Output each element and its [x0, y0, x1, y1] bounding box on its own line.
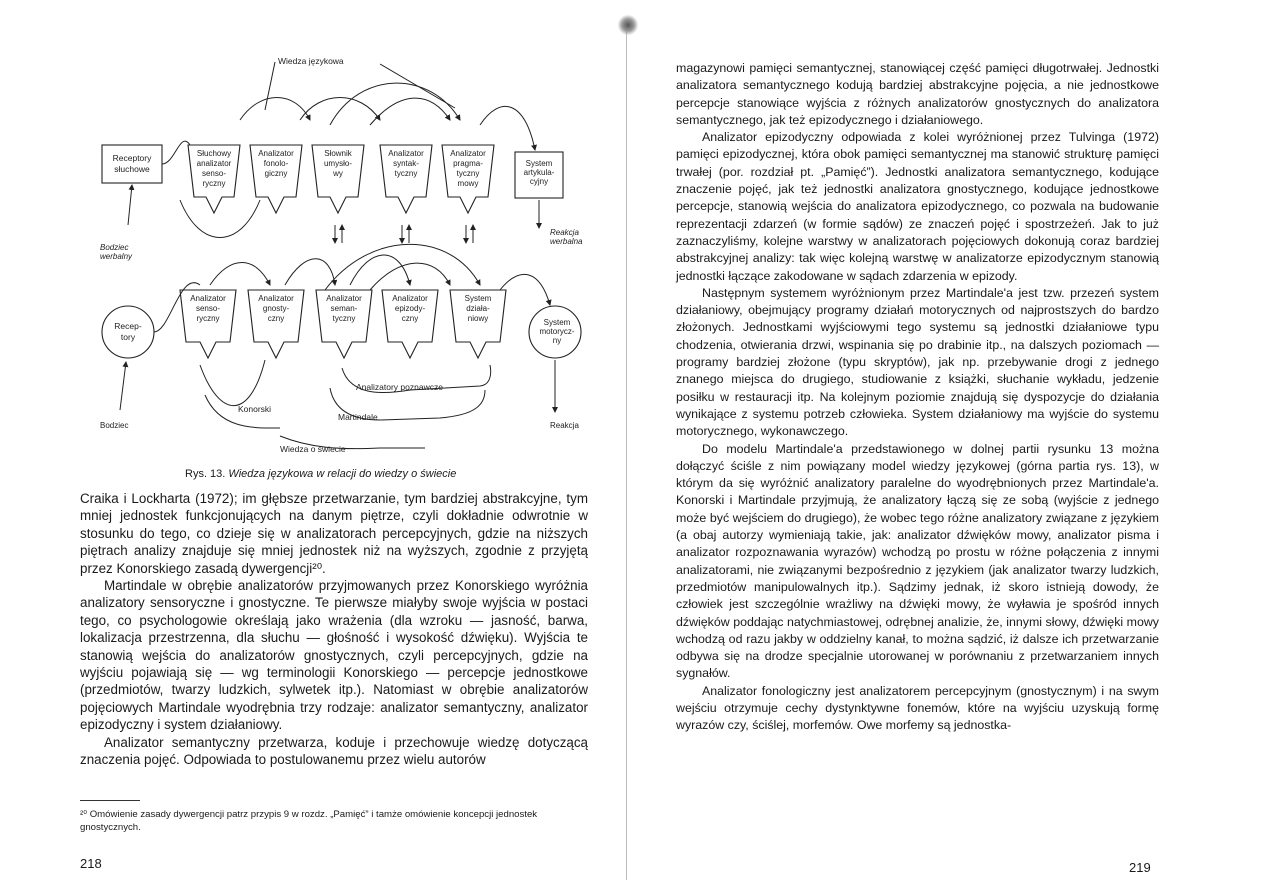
analyzer-label: Analizator senso-ryczny	[190, 294, 226, 323]
stimulus-verbal-label: Bodziec werbalny	[100, 243, 133, 261]
footnote	[80, 808, 585, 834]
page-number-right: 219	[1129, 860, 1151, 875]
right-body-text	[676, 60, 1159, 735]
reaction-label: Reakcja	[550, 421, 579, 430]
label-konorski: Konorski	[238, 404, 272, 414]
receptors-auditory-label: Receptory słuchowe	[112, 153, 152, 174]
label-wiedza-jezykowa: Wiedza językowa	[278, 56, 344, 66]
right-paragraph: Do modelu Martindale'a przedstawionego w dolnej partii rysunku 13 można dołączyć ściśle z nim powiązany model wiedzy językowej (górna partia rys. 13), w którym da się wyróżnić analizatory paralelne do wyodrębnionych przez Martindale'a. Konorski i Martindale przyjmują, że analizatory łączą się ze sobą (wyjście z jednego może być wejściem do drugiego), że wobec tego różne analizatory związane z językiem (a obaj autorzy wymieniają takie, jak: analizator dźwięków mowy, analizator pisma i analizator rozpoznawania wyrazów) wchodzą po prostu w różne połączenia z innymi analizatorami, nie związanymi bezpośrednio z językiem (jak analizator twarzy ludzkich, przedmiotów manipulowalnych itp.). Sądzimy jednak, iż skoro istnieją dowody, że człowiek jest szczególnie wrażliwy na dźwięki mowy, że wyławia je spośród innych dźwięków poddając natychmiastowej, odrębnej analizie, że, innymi słowy, dźwięki mowy wchodzą od razu jakby w oddzielny kanał, to można sądzić, iż dalsze ich przetwarzanie odbywa się na drodze specjalnie utorowanej w porównaniu z przetwarzaniem innych sygnałów.	[676, 441, 1159, 681]
analyzer-label: Analizator pragma-tyczny mowy	[450, 149, 486, 188]
analyzer-label: Słownik umysło-wy	[323, 149, 353, 178]
receptors-label: Recep-tory	[114, 321, 142, 342]
footnote-rule	[80, 800, 140, 801]
left-paragraph: Analizator semantyczny przetwarza, koduje i przechowuje wiedzę dotyczącą znaczenia pojęć. Odpowiada to postulowanemu przez wielu autorów	[80, 734, 588, 768]
motor-system-label: System motorycz-ny	[539, 318, 575, 345]
analyzer-label: Słuchowy analizator senso-ryczny	[196, 149, 232, 188]
analyzer-label: Analizator epizody-czny	[392, 294, 428, 323]
caption-title: Wiedza językowa w relacji do wiedzy o świecie	[228, 468, 457, 480]
stimulus-label: Bodziec	[100, 421, 129, 430]
figure-13-diagram	[80, 50, 600, 460]
page-number-left: 218	[80, 856, 102, 871]
scan-artifact	[618, 14, 638, 36]
right-paragraph: Analizator epizodyczny odpowiada z kolei wyróżnionej przez Tulvinga (1972) pamięci epizodycznej, która obok pamięci semantycznej ma stanowić strukturę pamięci trwałej (por. rozdział pt. „Pamięć”). Jednostki analizatora semantycznego, kodujące znaczenie pojęć, jak też jednostki analizatora gnostycznego, kodujące jednostkowe percepcje, stanowią wejścia do analizatora epizodycznego, co pozwala na budowanie reprezentacji zdarzeń (w formie sądów) ze znaczeń pojęć i spostrzeżeń. Jak to już zaznaczyliśmy, kolejne warstwy w analizatorach pojęciowych dokonują coraz bardziej abstrakcyjnej analizy: tak więc kolejną warstwę w analizatorze epizodycznym stanowią jednostki łączące zakodowane w sądach zdarzenia w epizody.	[676, 130, 1159, 283]
bottom-analyzer-row	[180, 290, 506, 358]
right-paragraph: Następnym systemem wyróżnionym przez Martindale'a jest tzw. przezeń system działaniowy, obejmujący programy działań motorycznych od najprostszych do bardzo złożonych. Jednostkami wyjściowymi tego systemu są jednostki działaniowe typu chodzenia, otwierania drzwi, wspinania się po drabinie itp., na dalszych poziomach — programy bardziej złożone (typu skryptów), jak np. przebywanie drogi z jednego znanego miejsca do drugiego, studiowanie z książki, słuchanie wykładu, jedzenie posiłku w restauracji itp. Na kolejnym poziomie znajdują się dyspozycje do działania wynikające z systemu potrzeb człowieka. System działaniowy ma wyjście do systemu motorycznego, wykonawczego.	[676, 285, 1159, 439]
label-analizatory-poznawcze: Analizatory poznawcze	[356, 382, 443, 392]
left-paragraph: Craika i Lockharta (1972); im głębsze przetwarzanie, tym bardziej abstrakcyjne, tym mniej jednostek funkcjonujących na danym piętrze, czyli dokładnie odwrotnie w stosunku do tego, co dzieje się w analizatorach percepcyjnych, gdzie na niższych piętrach analizy znajduje się mniej jednostek niż na wyższych, zgodnie z przyjętą przez Konorskiego zasadą dywergencji²⁰.	[80, 491, 588, 576]
label-martindale: Martindale	[338, 412, 378, 422]
left-page	[0, 0, 620, 894]
right-paragraph: Analizator fonologiczny jest analizatorem percepcyjnym (gnostycznym) i na swym wejściu otrzymuje cechy dystynktywne fonemów, które na wyjściu uzyskują formę wyrazów czy, ściślej, morfemów. Owe morfemy są jednostka-	[676, 683, 1159, 733]
footnote-number: ²⁰	[80, 809, 88, 820]
reaction-verbal-label: Reakcja werbalna	[550, 228, 583, 246]
analyzer-label: Analizator syntak-tyczny	[388, 149, 424, 178]
top-analyzer-row	[188, 145, 494, 213]
right-page	[636, 0, 1262, 894]
analyzer-label: Analizator fonolo-giczny	[258, 149, 294, 178]
analyzer-label: Analizator gnosty-czny	[258, 294, 294, 323]
figure-caption	[185, 468, 456, 480]
left-body-text	[80, 490, 588, 769]
caption-prefix: Rys. 13.	[185, 468, 226, 480]
articulatory-system-label: System artykula-cyjny	[523, 159, 555, 186]
footnote-text: Omówienie zasady dywergencji patrz przypis 9 w rozdz. „Pamięć” i tamże omówienie koncepcji jednostek gnostycznych.	[80, 809, 538, 833]
analyzer-label: System działa-niowy	[464, 294, 492, 323]
analyzer-label: Analizator seman-tyczny	[326, 294, 362, 323]
left-paragraph: Martindale w obrębie analizatorów przyjmowanych przez Konorskiego wyróżnia analizatory sensoryczne i gnostyczne. Te pierwsze miałyby swoje wyjścia w postaci tego, co psychologowie określają jako wrażenia (dla wzroku — jasność, barwa, lokalizacja przestrzenna, dla słuchu — głośność i wysokość dźwięku). Wyjścia te stanowią wejścia do analizatorów gnostycznych, czyli percepcyjnych, gdzie na wyjściu pojawiają się — wg terminologii Konorskiego — percepcje jednostkowe (przedmiotów, twarzy ludzkich, sylwetek itp.). Natomiast w obrębie analizatorów pojęciowych Martindale wyodrębnia trzy rodzaje: analizator semantyczny, analizator epizodyczny i system działaniowy.	[80, 578, 588, 733]
label-wiedza-o-swiecie: Wiedza o świecie	[280, 444, 346, 454]
right-paragraph: magazynowi pamięci semantycznej, stanowiącej część pamięci długotrwałej. Jednostki analizatora semantycznego kodują bardziej abstrakcyjne pojęcia, a nie jednostkowe percepcje stanowiące wyjścia z różnych analizatorów gnostycznych do analizatora semantycznego, jak też epizodycznego i działaniowego.	[676, 61, 1159, 127]
book-gutter	[626, 20, 627, 880]
